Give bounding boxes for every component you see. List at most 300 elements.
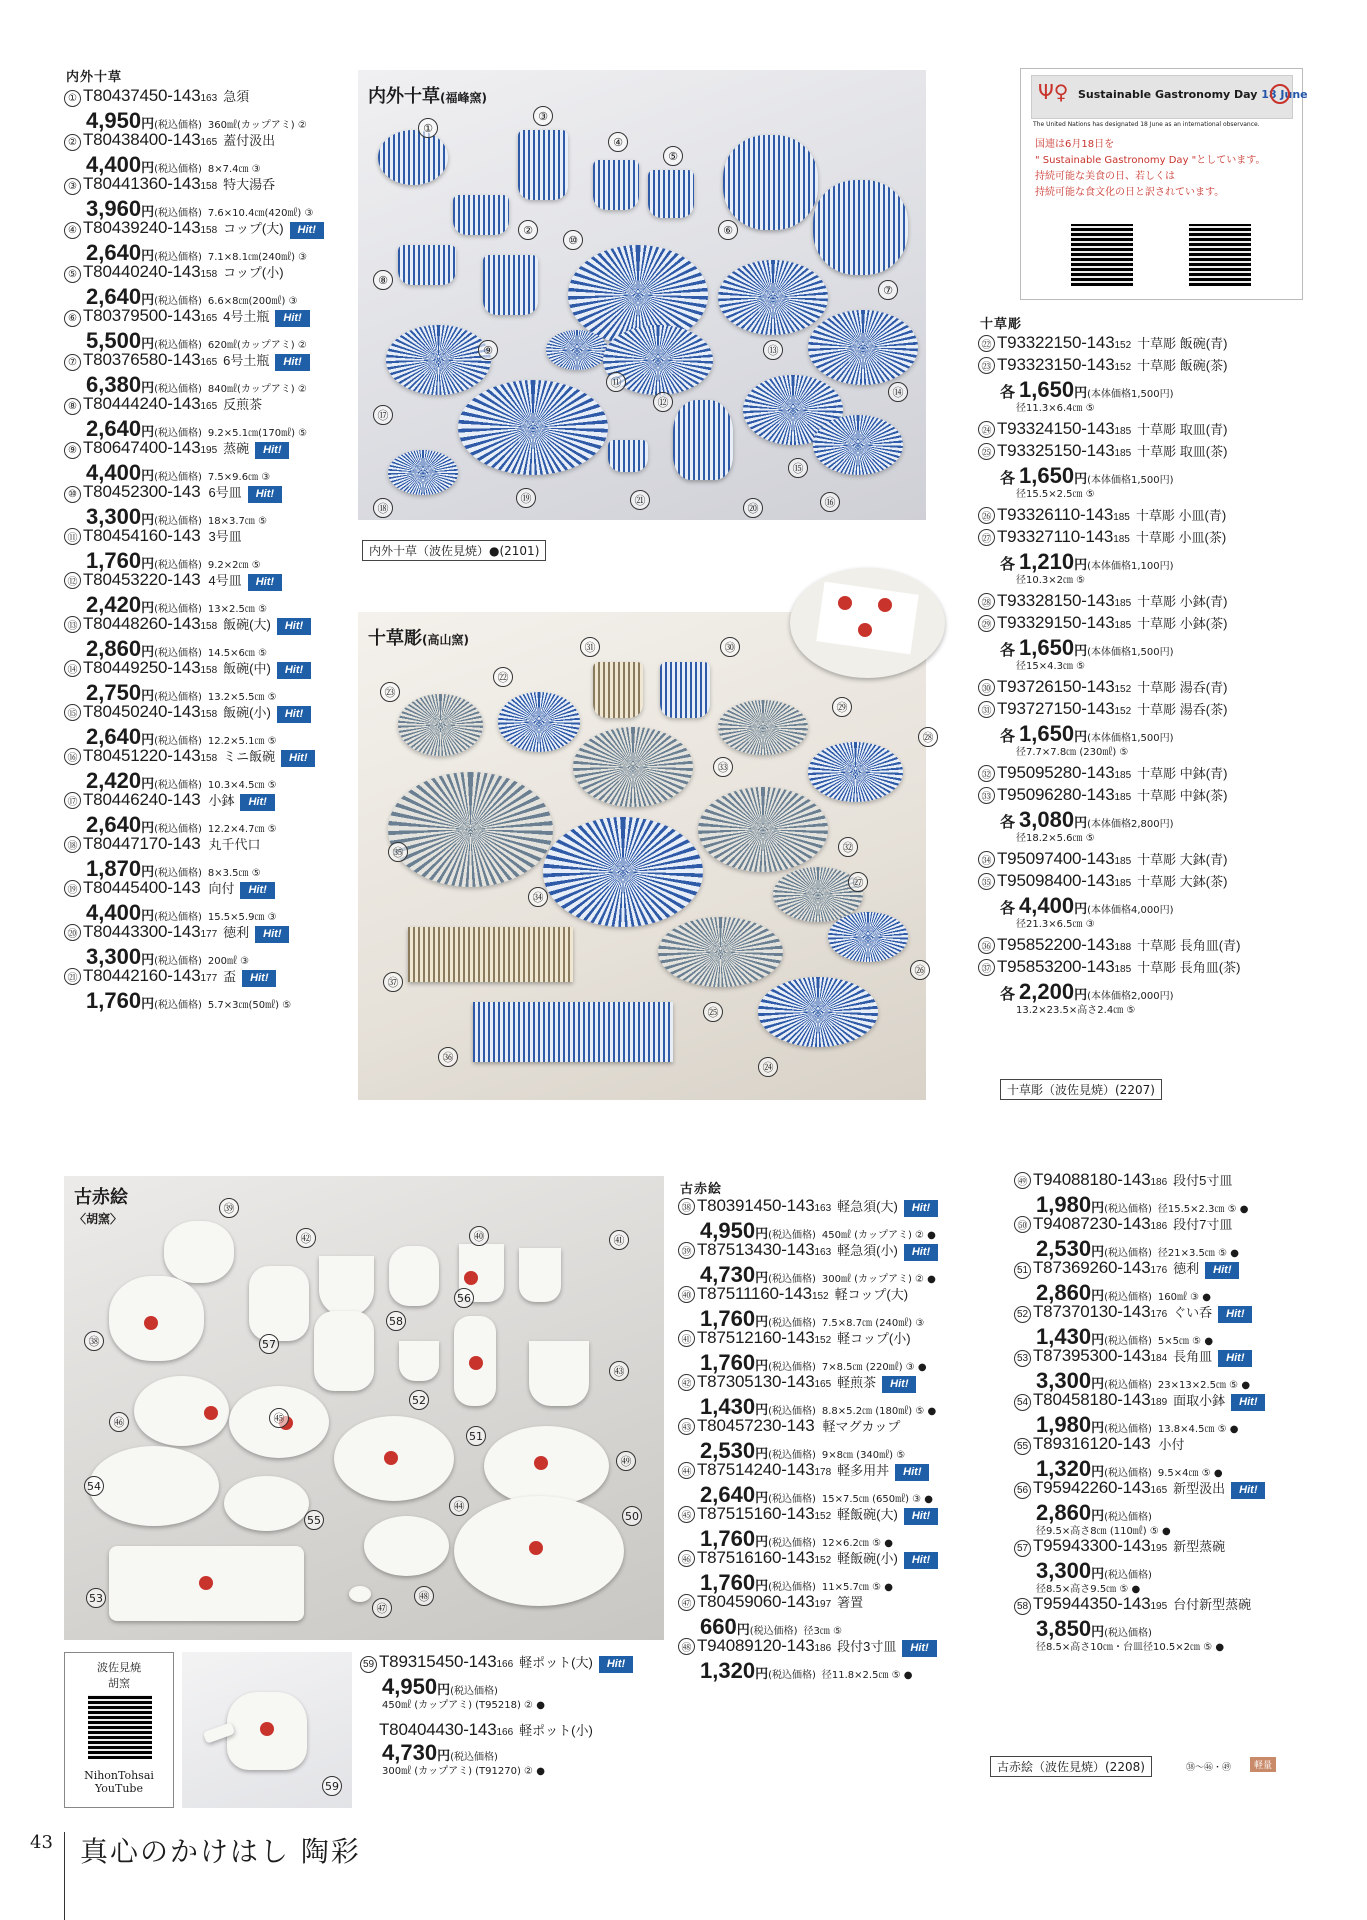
price-line: [1014, 1500, 1344, 1525]
product-photo-uchisoto: [358, 70, 926, 520]
globe-icon: [1270, 84, 1290, 104]
product-item[interactable]: [1014, 1170, 1344, 1217]
product-item[interactable]: [360, 1718, 680, 1776]
product-code-line: [978, 849, 1308, 871]
spec-line: 径15×4.3㎝ ⑤: [1016, 661, 1086, 672]
item-number: ③: [64, 178, 81, 195]
product-name: 軽マグカップ: [822, 1419, 901, 1434]
product-list-pot: [360, 1652, 680, 1784]
product-item[interactable]: [1014, 1214, 1344, 1261]
product-item[interactable]: [1014, 1478, 1344, 1536]
qr-code-icon[interactable]: [88, 1695, 152, 1759]
gohan-large-image: [718, 260, 828, 335]
product-code: T89315450-143: [379, 1652, 497, 1671]
product-code: T93323150-143: [997, 355, 1115, 374]
yen-unit: 円: [141, 777, 155, 792]
spec: 7.1×8.1㎝(240㎖) ③: [207, 252, 308, 263]
hit-badge: Hit!: [904, 1244, 938, 1261]
product-code-suffix: 165: [814, 1379, 832, 1390]
product-item[interactable]: [678, 1592, 1008, 1639]
item-number: ①: [64, 90, 81, 107]
product-code: T80446240-143: [83, 790, 201, 809]
product-code: T80441360-143: [83, 174, 201, 193]
photo-marker: ㉟: [388, 842, 408, 862]
yen-unit: 円: [141, 821, 155, 836]
item-number: ㊺: [678, 1506, 695, 1523]
product-group[interactable]: [978, 763, 1308, 843]
dobin-4-image: [723, 135, 818, 230]
spec: 840㎖(カップアミ) ②: [207, 384, 307, 395]
chubachi-brown-image: [573, 727, 693, 807]
product-item[interactable]: [678, 1504, 1008, 1551]
spec: 7.6×10.4㎝(420㎖) ③: [207, 208, 314, 219]
price: 4,950: [86, 108, 142, 133]
kyusu-small-image: [164, 1221, 234, 1283]
item-number: ㊾: [1014, 1172, 1031, 1189]
tax-note: (税込価格): [450, 1752, 498, 1763]
tax-note: (税込価格): [154, 164, 202, 175]
photo-marker: ㊸: [609, 1361, 629, 1381]
price: 2,640: [700, 1482, 756, 1507]
item-number: ⑰: [64, 792, 81, 809]
product-code-suffix: 158: [200, 709, 218, 720]
price: 2,750: [86, 680, 142, 705]
product-code-suffix: 165: [200, 137, 218, 148]
product-code: T80450240-143: [83, 702, 201, 721]
product-code-line: [678, 1636, 1008, 1658]
item-number: ⑨: [64, 442, 81, 459]
product-code: T93328150-143: [997, 591, 1115, 610]
spec-line: 450㎖ (カップアミ) (T95218) ② ●: [382, 1700, 545, 1711]
yen-unit: 円: [755, 1447, 769, 1462]
product-code: T80647400-143: [83, 438, 201, 457]
product-item[interactable]: [64, 482, 354, 529]
qr-code-icon[interactable]: [1071, 224, 1133, 286]
tax-note: (税込価格): [154, 560, 202, 571]
photo-marker: ㉜: [838, 837, 858, 857]
price-line: [64, 680, 354, 705]
product-code-line: [678, 1548, 1008, 1570]
tax-note: (本体価格1,500円): [1087, 389, 1174, 400]
product-item[interactable]: [1014, 1434, 1344, 1481]
product-code-suffix: 186: [814, 1643, 832, 1654]
product-item[interactable]: [1014, 1346, 1344, 1393]
yen-unit: 円: [1091, 1289, 1105, 1304]
hit-badge: Hit!: [275, 310, 309, 327]
product-item[interactable]: [678, 1196, 1008, 1243]
price: 3,960: [86, 196, 142, 221]
product-item[interactable]: [1014, 1302, 1344, 1349]
hit-badge: Hit!: [240, 882, 274, 899]
product-code-suffix: 185: [1114, 620, 1132, 631]
spec: 300㎖ (カップアミ) ② ●: [821, 1274, 936, 1285]
yen-unit: 円: [1074, 472, 1088, 487]
tax-note: (税込価格): [768, 1274, 816, 1285]
price-line: [978, 893, 1308, 918]
photo-title: 十草彫(高山窯): [368, 628, 469, 649]
product-item[interactable]: [678, 1372, 1008, 1419]
tax-note: (税込価格): [154, 1000, 202, 1011]
yen-unit: 円: [755, 1667, 769, 1682]
hit-badge: Hit!: [281, 750, 315, 767]
hit-badge: Hit!: [255, 442, 289, 459]
product-code: T80458180-143: [1033, 1390, 1151, 1409]
product-code-line: [978, 785, 1308, 807]
product-name: 十草彫 小鉢(茶): [1137, 616, 1228, 631]
product-item[interactable]: [678, 1328, 1008, 1375]
yen-unit: 円: [437, 1683, 451, 1698]
price-line: [678, 1350, 1008, 1375]
product-item[interactable]: [64, 966, 354, 1013]
caption-note: ㊳〜㊻・㊾: [1186, 1763, 1232, 1773]
product-item[interactable]: [64, 350, 354, 397]
strawberry-icon: [858, 623, 872, 637]
product-code-suffix: 177: [200, 929, 218, 940]
photo-marker: ⑫: [653, 392, 673, 412]
mushiwan-image: [483, 255, 538, 315]
yt-label: YouTube: [95, 1782, 143, 1795]
spec: 160㎖ ③ ●: [1157, 1292, 1212, 1303]
item-number: ㉘: [978, 593, 995, 610]
tax-note: (本体価格4,000円): [1087, 905, 1174, 916]
product-code-suffix: 158: [200, 269, 218, 280]
product-item[interactable]: [1014, 1390, 1344, 1437]
product-item[interactable]: [1014, 1258, 1344, 1305]
tax-note: (税込価格): [1104, 1424, 1152, 1435]
product-list-koakae-a: [678, 1196, 1008, 1683]
product-code: T80445400-143: [83, 878, 201, 897]
product-code: T80452300-143: [83, 482, 201, 501]
photo-marker: ㊻: [109, 1412, 129, 1432]
product-name: 飯碗(大): [223, 617, 271, 632]
price-line: [64, 460, 354, 485]
spec: 5×5㎝ ⑤ ●: [1157, 1336, 1214, 1347]
product-code-line: [360, 1718, 680, 1740]
product-item[interactable]: [64, 922, 354, 969]
price: 1,760: [700, 1570, 756, 1595]
product-name: 軽ポット(小): [519, 1723, 593, 1738]
product-photo-koakae: [64, 1176, 664, 1640]
item-number: 58: [1014, 1598, 1031, 1615]
product-name: 急須: [223, 89, 250, 104]
price: 1,320: [1036, 1456, 1092, 1481]
tax-note: (税込価格): [154, 252, 202, 263]
yen-unit: 円: [141, 601, 155, 616]
product-code-line: [64, 482, 354, 504]
product-code: T89316120-143: [1033, 1434, 1151, 1453]
item-number: ㊴: [678, 1242, 695, 1259]
product-code: T80440240-143: [83, 262, 201, 281]
product-code-line: [64, 922, 354, 944]
product-name: 十草彫 湯呑(茶): [1137, 702, 1228, 717]
price-line: [64, 108, 354, 133]
product-name: 丸千代口: [208, 837, 261, 852]
price: 1,320: [700, 1658, 756, 1683]
product-code: T95097400-143: [997, 849, 1115, 868]
yunomi-blue-image: [660, 662, 710, 718]
hit-badge: Hit!: [277, 662, 311, 679]
price: 1,210: [1019, 549, 1075, 574]
price-line: [64, 724, 354, 749]
price: 1,650: [1019, 463, 1075, 488]
price: 3,300: [1036, 1558, 1092, 1583]
item-number: ㉟: [978, 873, 995, 890]
product-item[interactable]: [64, 834, 354, 881]
product-code: T93322150-143: [997, 333, 1115, 352]
photo-marker: ㊹: [449, 1496, 469, 1516]
photo-marker: ㊾: [616, 1451, 636, 1471]
product-code-suffix: 152: [1114, 706, 1132, 717]
hit-badge: Hit!: [1218, 1306, 1252, 1323]
product-item[interactable]: [64, 790, 354, 837]
product-code-suffix: 152: [1114, 362, 1132, 373]
mushiwan-image: [249, 1266, 309, 1341]
price: 5,500: [86, 328, 142, 353]
price: 3,850: [1036, 1616, 1092, 1641]
spec: 7.5×9.6㎝ ③: [207, 472, 271, 483]
product-code-suffix: 152: [814, 1511, 832, 1522]
item-number: ②: [64, 134, 81, 151]
brand-logo: 真心のかけはし 陶彩: [80, 1835, 361, 1868]
gohan-blue-image: [498, 692, 580, 752]
photo-marker: ①: [418, 118, 438, 138]
sorisencha-image: [398, 245, 456, 285]
product-item[interactable]: [64, 878, 354, 925]
tax-note: (本体価格2,000円): [1087, 991, 1174, 1002]
tax-note: (税込価格): [1104, 1336, 1152, 1347]
product-code: T95852200-143: [997, 935, 1115, 954]
product-code-line: [978, 957, 1308, 979]
product-code-line: [1014, 1594, 1344, 1616]
price-line: [978, 721, 1308, 746]
product-code: T80442160-143: [83, 966, 201, 985]
product-code: T95943300-143: [1033, 1536, 1151, 1555]
product-item[interactable]: [64, 218, 354, 265]
sakazuki-image: [608, 440, 648, 472]
product-name: 軽煎茶: [837, 1375, 877, 1390]
product-photo-tokusa: [358, 612, 934, 1100]
product-item[interactable]: [64, 86, 354, 133]
product-item[interactable]: [1014, 1536, 1344, 1594]
spec: 8.8×5.2㎝ (180㎖) ⑤ ●: [821, 1406, 937, 1417]
hit-badge: Hit!: [277, 706, 311, 723]
yen-unit: 円: [141, 425, 155, 440]
product-list-koakae-b: [1014, 1170, 1344, 1652]
product-code-suffix: 158: [200, 665, 218, 676]
product-code-line: [978, 333, 1308, 355]
product-item[interactable]: [1014, 1594, 1344, 1652]
photo-marker: ⑮: [788, 458, 808, 478]
mug-image: [529, 1341, 589, 1406]
price-line: [678, 1218, 1008, 1243]
product-code: T93324150-143: [997, 419, 1115, 438]
tax-note: (税込価格): [154, 208, 202, 219]
product-code-suffix: 166: [496, 1659, 514, 1670]
sgd-banner: [1031, 75, 1308, 119]
yen-unit: 円: [1074, 558, 1088, 573]
caption-uchisoto: 内外十草（波佐見焼）●(2101): [362, 540, 546, 561]
yen-unit: 円: [755, 1227, 769, 1242]
price-line: [64, 988, 354, 1013]
product-name: 新型蒸碗: [1173, 1539, 1226, 1554]
product-item[interactable]: [64, 306, 354, 353]
qr-code-icon[interactable]: [1189, 224, 1251, 286]
price-line: [1014, 1412, 1344, 1437]
product-group[interactable]: [978, 591, 1308, 671]
product-code-line: [978, 527, 1308, 549]
each-label: 各: [1000, 985, 1016, 1003]
youtube-qr-box[interactable]: [64, 1652, 174, 1808]
price-line: [678, 1394, 1008, 1419]
product-name: 軽多用丼: [837, 1463, 890, 1478]
yen-unit: 円: [1074, 386, 1088, 401]
product-code-line: [64, 174, 354, 196]
product-item[interactable]: [64, 438, 354, 485]
product-item[interactable]: [678, 1416, 1008, 1463]
product-item[interactable]: [678, 1460, 1008, 1507]
spec-line: 径21.3×6.5㎝ ③: [1016, 919, 1095, 930]
product-name: 軽飯碗(小): [837, 1551, 898, 1566]
product-code-line: [360, 1652, 680, 1674]
product-name: 6号土瓶: [223, 353, 270, 368]
price-line: [64, 548, 354, 573]
price-line: [64, 416, 354, 441]
price: 3,080: [1019, 807, 1075, 832]
sgd-text: 国連は6月18日を " Sustainable Gastronomy Day "としています。 持続可能な美食の日、若しくは 持続可能な食文化の日と訳されています。: [1035, 139, 1266, 198]
product-item[interactable]: [64, 746, 354, 793]
yen-unit: 円: [141, 513, 155, 528]
photo-marker: ㉝: [713, 757, 733, 777]
product-name: 十草彫 長角皿(青): [1137, 938, 1241, 953]
item-number: 52: [1014, 1306, 1031, 1323]
product-item[interactable]: [64, 130, 354, 177]
product-code-line: [64, 438, 354, 460]
hit-badge: Hit!: [248, 574, 282, 591]
photo-marker: ㊴: [219, 1198, 239, 1218]
price-line: [1014, 1324, 1344, 1349]
product-code: T87395300-143: [1033, 1346, 1151, 1365]
product-code: T80457230-143: [697, 1416, 815, 1435]
photo-marker: ㉚: [720, 637, 740, 657]
product-item[interactable]: [64, 614, 354, 661]
price: 1,760: [86, 988, 142, 1013]
product-code-suffix: 178: [814, 1467, 832, 1478]
kumidashi-image: [389, 1246, 439, 1306]
product-item[interactable]: [64, 262, 354, 309]
sgd-logo-icon: Ψ♀: [1038, 80, 1069, 104]
product-code: T87516160-143: [697, 1548, 815, 1567]
product-code-line: [64, 526, 354, 548]
product-code: T80379500-143: [83, 306, 201, 325]
price: 2,420: [86, 592, 142, 617]
tax-note: (税込価格): [154, 956, 202, 967]
product-item[interactable]: [64, 658, 354, 705]
product-name: 十草彫 飯碗(茶): [1137, 358, 1228, 373]
item-number: 54: [1014, 1394, 1031, 1411]
spec: 18×3.7㎝ ⑤: [207, 516, 268, 527]
yen-unit: 円: [1074, 816, 1088, 831]
tax-note: (税込価格): [154, 296, 202, 307]
product-group[interactable]: [978, 935, 1308, 1015]
price-line: [64, 504, 354, 529]
product-code-suffix: 185: [1114, 964, 1132, 975]
guinomi-image: [399, 1341, 439, 1381]
product-code: T80443300-143: [83, 922, 201, 941]
product-group[interactable]: [978, 333, 1308, 413]
yen-unit: 円: [1074, 644, 1088, 659]
product-group[interactable]: [978, 677, 1308, 757]
item-number: ⑱: [64, 836, 81, 853]
price: 1,760: [700, 1306, 756, 1331]
spec: 9×8㎝ (340㎖) ⑤: [821, 1450, 906, 1461]
tax-note: (本体価格1,100円): [1087, 561, 1174, 572]
product-item[interactable]: [64, 394, 354, 441]
spec: 10.3×4.5㎝ ⑤: [207, 780, 277, 791]
product-code-suffix: 185: [1114, 792, 1132, 803]
kumidashi-image: [453, 195, 509, 235]
price-line: [1014, 1616, 1344, 1641]
product-group[interactable]: [978, 419, 1308, 499]
product-item[interactable]: [64, 570, 354, 617]
item-number: ㊽: [678, 1638, 695, 1655]
price: 2,640: [86, 812, 142, 837]
item-number: ㊿: [1014, 1216, 1031, 1233]
product-item[interactable]: [678, 1284, 1008, 1331]
tax-note: (税込価格): [154, 780, 202, 791]
dobin-6-image: [813, 180, 908, 275]
photo-marker: ⑧: [373, 270, 393, 290]
product-code-line: [64, 614, 354, 636]
yt-label: 胡窯: [108, 1677, 130, 1690]
hit-badge: Hit!: [904, 1200, 938, 1217]
product-item[interactable]: [678, 1240, 1008, 1287]
product-group[interactable]: [978, 849, 1308, 929]
product-item[interactable]: [64, 702, 354, 749]
product-code-line: [1014, 1478, 1344, 1500]
yen-unit: 円: [755, 1271, 769, 1286]
product-item[interactable]: [64, 526, 354, 573]
product-item[interactable]: [360, 1652, 680, 1710]
product-item[interactable]: [678, 1548, 1008, 1595]
product-code-suffix: 195: [1150, 1601, 1168, 1612]
product-code-suffix: 158: [200, 225, 218, 236]
obachi-brown-image: [388, 772, 553, 887]
spec: 9.2×2㎝ ⑤: [207, 560, 261, 571]
tax-note: (税込価格): [154, 340, 202, 351]
product-code-line: [1014, 1170, 1344, 1192]
product-code-suffix: 176: [1150, 1265, 1168, 1276]
product-code-suffix: 185: [1114, 598, 1132, 609]
product-name: 十草彫 湯呑(青): [1137, 680, 1228, 695]
spec: 450㎖ (カップアミ) ② ●: [821, 1230, 936, 1241]
item-number: ⑳: [64, 924, 81, 941]
product-name: 段付7寸皿: [1173, 1217, 1233, 1232]
product-item[interactable]: [64, 174, 354, 221]
product-code-line: [978, 763, 1308, 785]
product-code-suffix: 195: [1150, 1543, 1168, 1554]
price-line: [64, 284, 354, 309]
sgd-notice: [1020, 68, 1308, 300]
product-item[interactable]: [678, 1636, 1008, 1683]
price-line: [1014, 1368, 1344, 1393]
product-code-suffix: 185: [1114, 426, 1132, 437]
product-group[interactable]: [978, 505, 1308, 585]
price-line: [678, 1482, 1008, 1507]
photo-marker: ㉓: [380, 682, 400, 702]
tax-note: (税込価格): [154, 868, 202, 879]
product-code: T95944350-143: [1033, 1594, 1151, 1613]
tax-note: (税込価格): [1104, 1570, 1152, 1581]
